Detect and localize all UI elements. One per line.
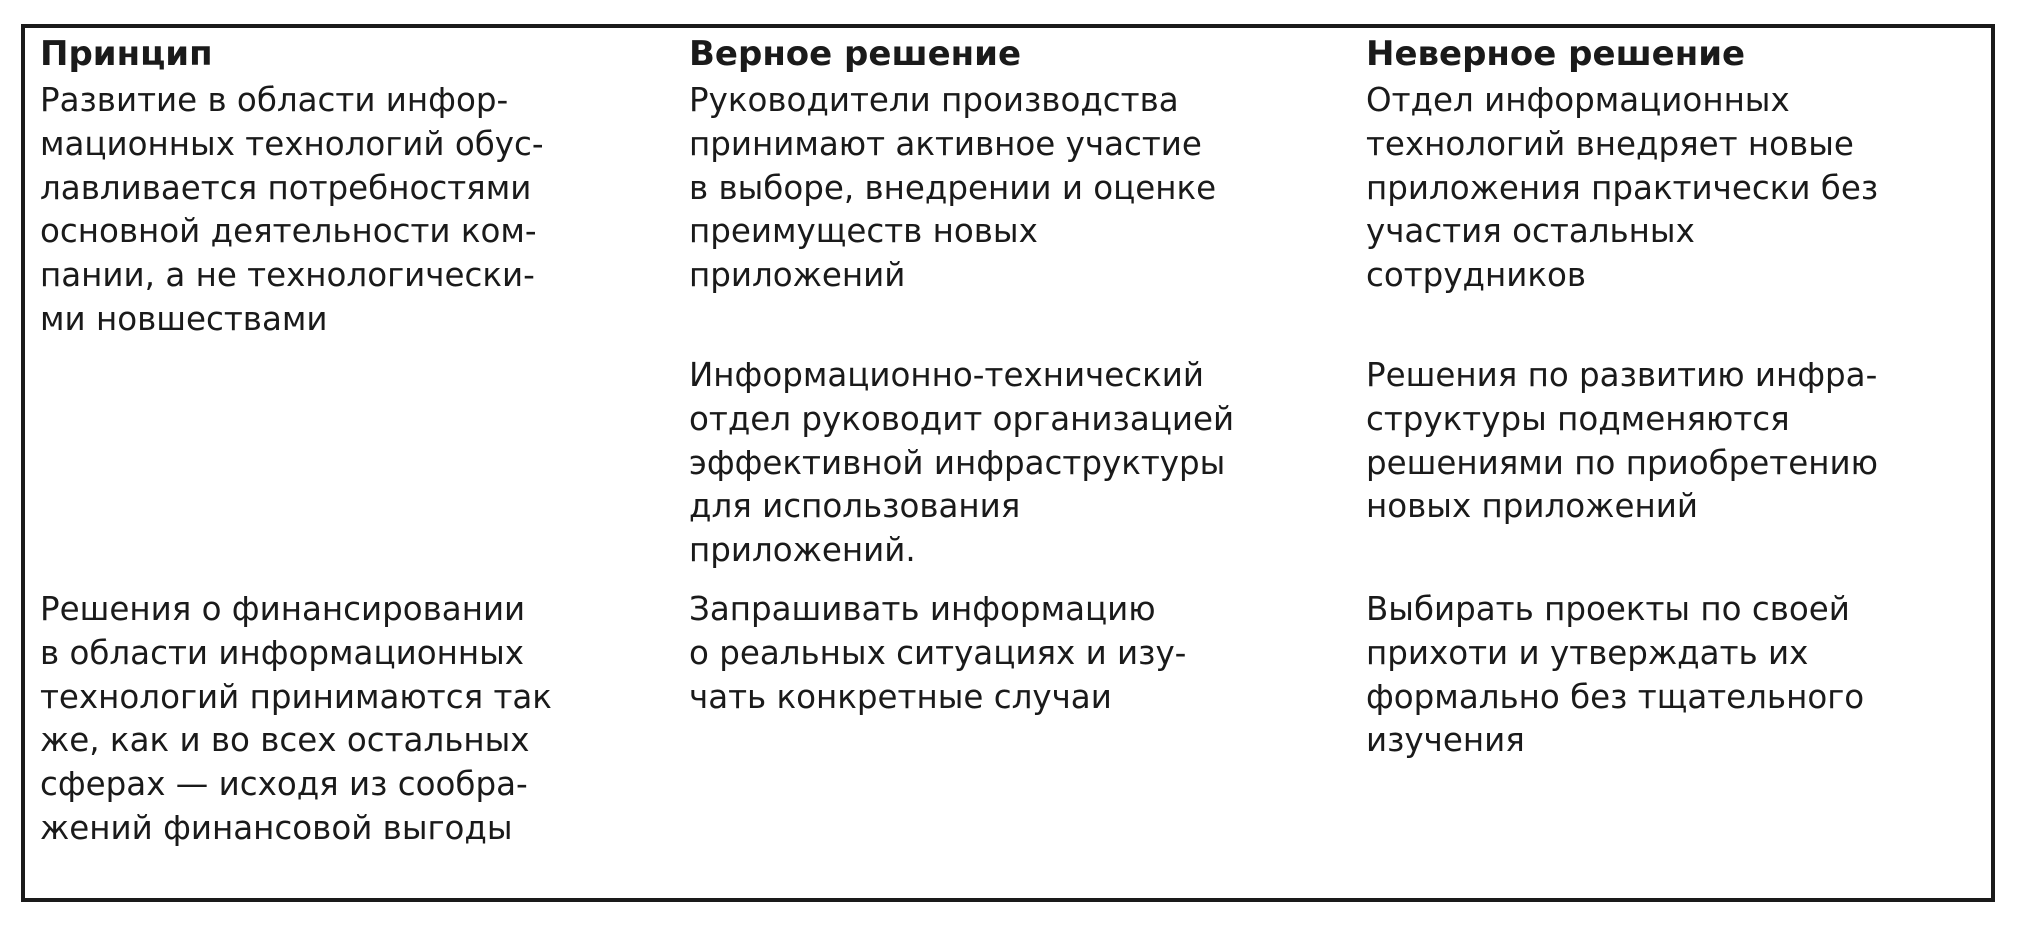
text-line: мационных технологий обус- — [40, 124, 544, 163]
text-line: в области информационных — [40, 633, 524, 672]
text-line: Развитие в области инфор- — [40, 81, 509, 119]
text-line: для использования — [689, 487, 1021, 526]
row2-wrong-cell — [1366, 588, 1864, 763]
row1-wrong-paragraph-1 — [1366, 79, 1878, 298]
text-line: преимуществ новых — [689, 212, 1038, 251]
text-line: сотрудников — [1366, 256, 1587, 295]
text-line: отдел руководит организацией — [689, 399, 1235, 438]
text-line: технологий внедряет новые — [1366, 124, 1854, 163]
text-line: формально без тщательного — [1366, 677, 1865, 716]
text-line: в выборе, внедрении и оценке — [689, 168, 1217, 207]
text-line: новых приложений — [1366, 487, 1698, 526]
text-line: участия остальных — [1366, 212, 1695, 251]
text-line: принимают активное участие — [689, 124, 1202, 163]
text-line: Решения о финансировании — [40, 590, 526, 628]
text-line: Информационно-технический — [689, 356, 1205, 394]
row1-principle-cell — [40, 79, 544, 342]
text-line: Решения по развитию инфра- — [1366, 356, 1878, 394]
header-principle: Принцип — [40, 34, 213, 74]
text-line: Запрашивать информацию — [689, 590, 1156, 628]
text-line: Руководители производства — [689, 81, 1179, 119]
text-line: решениями по приобретению — [1366, 443, 1878, 482]
text-line: лавливается потребностями — [40, 168, 532, 207]
text-line: структуры подменяются — [1366, 399, 1790, 438]
text-line: пании, а не технологически- — [40, 256, 535, 295]
text-line: технологий принимаются так — [40, 677, 552, 716]
header-correct-solution: Верное решение — [689, 34, 1021, 74]
row1-correct-paragraph-1 — [689, 79, 1216, 298]
text-line: приложений. — [689, 531, 916, 570]
text-line: жений финансовой выгоды — [40, 808, 513, 847]
row2-correct-cell — [689, 588, 1186, 719]
text-line: Отдел информационных — [1366, 81, 1790, 119]
text-line: изучения — [1366, 721, 1525, 760]
row1-correct-paragraph-2 — [689, 354, 1234, 573]
text-line: сферах — исходя из сообра- — [40, 765, 528, 804]
text-line: эффективной инфраструктуры — [689, 443, 1226, 482]
text-line: приложений — [689, 256, 906, 295]
header-wrong-solution: Неверное решение — [1366, 34, 1746, 74]
text-line: Выбирать проекты по своей — [1366, 590, 1850, 628]
row1-wrong-paragraph-2 — [1366, 354, 1878, 529]
text-line: о реальных ситуациях и изу- — [689, 633, 1187, 672]
text-line: чать конкретные случаи — [689, 677, 1112, 716]
row2-principle-cell — [40, 588, 552, 851]
text-line: прихоти и утверждать их — [1366, 633, 1809, 672]
text-line: ми новшествами — [40, 299, 328, 338]
text-line: же, как и во всех остальных — [40, 721, 530, 760]
text-line: основной деятельности ком- — [40, 212, 537, 251]
text-line: приложения практически без — [1366, 168, 1879, 207]
